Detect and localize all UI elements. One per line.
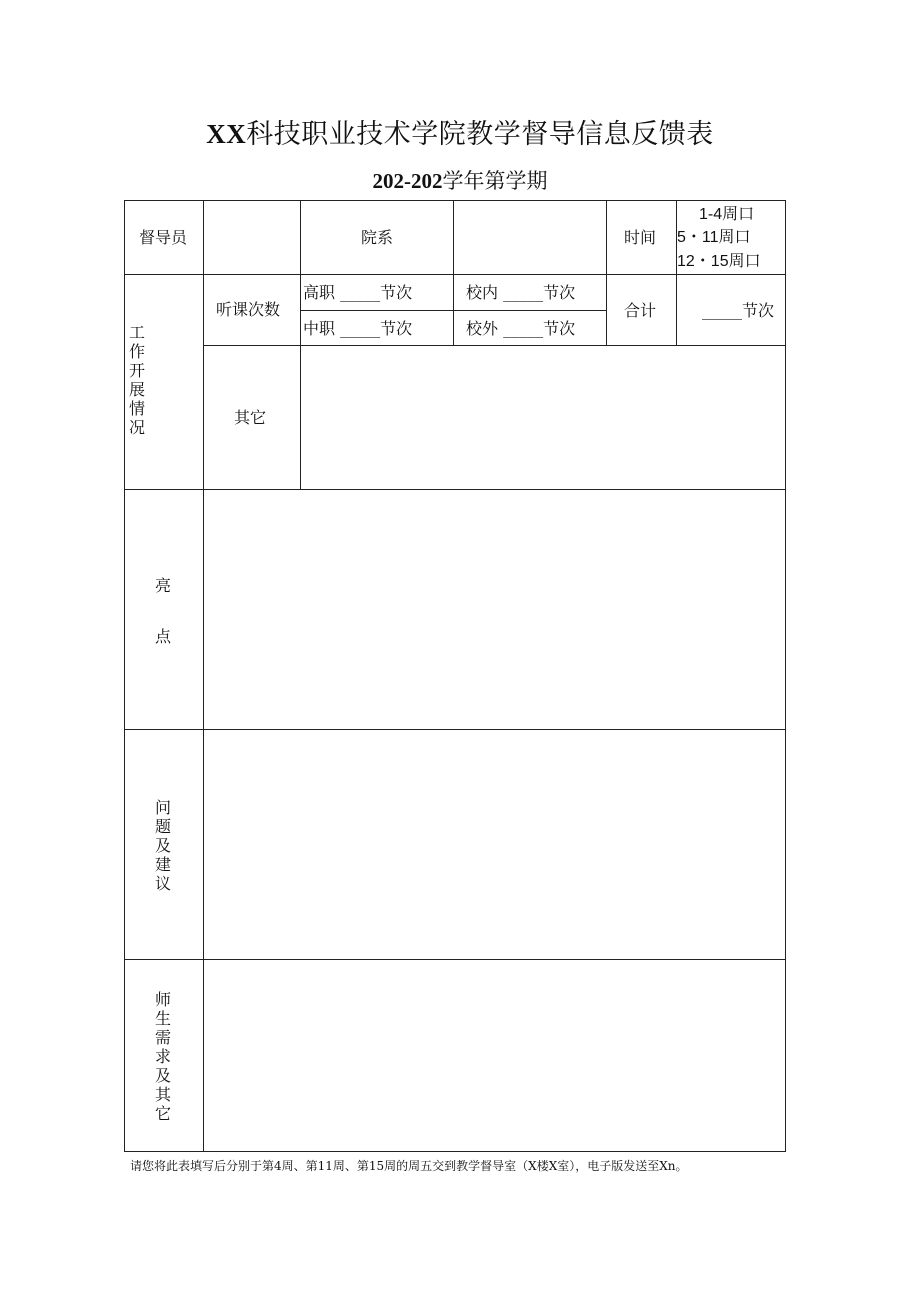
highlights-label-2: 点 bbox=[155, 627, 172, 646]
needs-label-cell bbox=[124, 959, 204, 1152]
time-options-cell bbox=[676, 200, 786, 275]
department-label: 院系 bbox=[361, 228, 394, 247]
time-option-weeks-1-4[interactable]: 1-4周口 bbox=[699, 206, 755, 223]
department-input-cell[interactable] bbox=[453, 200, 607, 275]
problems-label-cell bbox=[124, 729, 204, 960]
other-label: 其它 bbox=[234, 408, 267, 427]
feedback-form-table bbox=[125, 201, 787, 1153]
total-label: 合计 bbox=[624, 301, 657, 320]
gaozhi-count: 高职 _____节次 bbox=[303, 283, 413, 302]
gaozhi-cell[interactable] bbox=[300, 274, 454, 311]
xiaonei-cell[interactable] bbox=[453, 274, 607, 311]
form-title bbox=[0, 112, 920, 151]
xiaowai-cell[interactable] bbox=[453, 310, 607, 346]
problems-input-cell[interactable] bbox=[203, 729, 786, 960]
highlights-input-cell[interactable] bbox=[203, 489, 786, 730]
needs-input-cell[interactable] bbox=[203, 959, 786, 1152]
work-section-label: 工作开展情况 bbox=[128, 323, 145, 437]
subtitle-text: 学年第学期 bbox=[442, 169, 548, 193]
supervisor-label: 督导员 bbox=[139, 228, 188, 247]
time-label-cell bbox=[606, 200, 677, 275]
work-section-label-cell bbox=[124, 274, 204, 490]
subtitle-years: 202-202 bbox=[372, 169, 443, 193]
time-option-weeks-12-15[interactable]: 12・15周口 bbox=[677, 253, 761, 270]
total-value-cell[interactable] bbox=[676, 274, 786, 346]
time-option-weeks-5-11[interactable]: 5・11周口 bbox=[677, 229, 751, 246]
zhongzhi-cell[interactable] bbox=[300, 310, 454, 346]
needs-label: 师生需求及其它 bbox=[154, 990, 171, 1123]
total-value: _____节次 bbox=[702, 301, 775, 320]
problems-label: 问题及建议 bbox=[154, 798, 171, 893]
title-text: 科技职业技术学院教学督导信息反馈表 bbox=[246, 119, 714, 150]
time-label: 时间 bbox=[624, 228, 657, 247]
xiaowai-count: 校外 _____节次 bbox=[466, 319, 576, 338]
other-input-cell[interactable] bbox=[300, 345, 786, 490]
supervisor-input-cell[interactable] bbox=[203, 200, 301, 275]
footnote: 请您将此表填写后分别于第4周、第11周、第15周的周五交到教学督导室（X楼X室），电子版发送至Xn。 bbox=[130, 1159, 688, 1173]
total-label-cell bbox=[606, 274, 677, 346]
highlights-label-1: 亮 bbox=[155, 576, 172, 595]
other-label-cell bbox=[203, 345, 301, 490]
xiaonei-count: 校内 _____节次 bbox=[466, 283, 576, 302]
department-label-cell bbox=[300, 200, 454, 275]
form-subtitle bbox=[0, 165, 920, 195]
lessons-label: 听课次数 bbox=[216, 300, 281, 319]
supervisor-label-cell bbox=[124, 200, 204, 275]
lessons-label-cell bbox=[203, 274, 301, 346]
highlights-label-cell bbox=[124, 489, 204, 730]
title-prefix: XX bbox=[206, 119, 247, 149]
zhongzhi-count: 中职 _____节次 bbox=[303, 319, 413, 338]
